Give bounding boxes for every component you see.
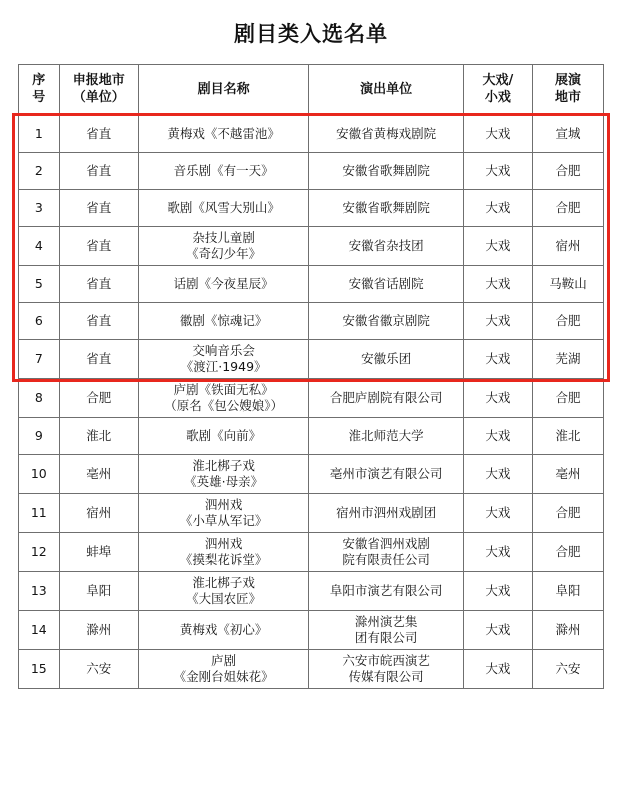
cell-performing-unit: 安徽省泗州戏剧 院有限责任公司: [309, 533, 463, 572]
cell-performing-unit: 安徽省歌舞剧院: [309, 190, 463, 227]
cell-city: 滁州: [59, 611, 138, 650]
cell-city: 合肥: [59, 379, 138, 418]
cell-no: 5: [19, 266, 60, 303]
cell-city: 宿州: [59, 494, 138, 533]
table-row: [19, 650, 604, 689]
cell-program-name: 歌剧《向前》: [138, 418, 309, 455]
cell-performing-unit: 阜阳市演艺有限公司: [309, 572, 463, 611]
table-row: [19, 379, 604, 418]
cell-scale-type: 大戏: [463, 379, 532, 418]
cell-performing-unit: 安徽省歌舞剧院: [309, 153, 463, 190]
cell-no: 6: [19, 303, 60, 340]
cell-performing-unit: 滁州演艺集 团有限公司: [309, 611, 463, 650]
cell-show-city: 宿州: [532, 227, 603, 266]
column-header-name: 剧目名称: [138, 65, 309, 116]
cell-show-city: 淮北: [532, 418, 603, 455]
cell-show-city: 合肥: [532, 533, 603, 572]
cell-no: 15: [19, 650, 60, 689]
cell-scale-type: 大戏: [463, 266, 532, 303]
cell-no: 4: [19, 227, 60, 266]
cell-program-name: 庐剧 《金刚台姐妹花》: [138, 650, 309, 689]
cell-program-name: 淮北梆子戏 《英雄·母亲》: [138, 455, 309, 494]
cell-no: 10: [19, 455, 60, 494]
cell-program-name: 黄梅戏《不越雷池》: [138, 116, 309, 153]
cell-scale-type: 大戏: [463, 533, 532, 572]
column-header-show: [532, 65, 603, 116]
cell-show-city: 六安: [532, 650, 603, 689]
cell-scale-type: 大戏: [463, 340, 532, 379]
cell-scale-type: 大戏: [463, 116, 532, 153]
cell-performing-unit: 安徽省杂技团: [309, 227, 463, 266]
cell-no: 13: [19, 572, 60, 611]
table-row: [19, 190, 604, 227]
cell-show-city: 芜湖: [532, 340, 603, 379]
cell-performing-unit: 合肥庐剧院有限公司: [309, 379, 463, 418]
cell-city: 省直: [59, 153, 138, 190]
cell-no: 2: [19, 153, 60, 190]
cell-city: 六安: [59, 650, 138, 689]
cell-program-name: 徽剧《惊魂记》: [138, 303, 309, 340]
cell-scale-type: 大戏: [463, 303, 532, 340]
table-row: [19, 153, 604, 190]
selected-programs-table: [18, 64, 604, 689]
cell-scale-type: 大戏: [463, 455, 532, 494]
column-header-type-line2: 小戏: [484, 90, 511, 105]
cell-no: 12: [19, 533, 60, 572]
cell-no: 14: [19, 611, 60, 650]
cell-city: 省直: [59, 303, 138, 340]
cell-scale-type: 大戏: [463, 153, 532, 190]
column-header-show-line1: 展演: [554, 73, 581, 89]
column-header-type: [463, 65, 532, 116]
column-header-unit: 演出单位: [309, 65, 463, 116]
cell-program-name: 杂技儿童剧 《奇幻少年》: [138, 227, 309, 266]
cell-no: 1: [19, 116, 60, 153]
cell-city: 省直: [59, 266, 138, 303]
table-row: [19, 116, 604, 153]
cell-scale-type: 大戏: [463, 650, 532, 689]
cell-program-name: 交响音乐会 《渡江·1949》: [138, 340, 309, 379]
cell-city: 淮北: [59, 418, 138, 455]
cell-city: 省直: [59, 340, 138, 379]
cell-show-city: 合肥: [532, 190, 603, 227]
table-row: [19, 455, 604, 494]
cell-program-name: 泗州戏 《小草从军记》: [138, 494, 309, 533]
cell-program-name: 黄梅戏《初心》: [138, 611, 309, 650]
cell-scale-type: 大戏: [463, 611, 532, 650]
column-header-no-line1: 序: [32, 73, 46, 89]
cell-program-name: 庐剧《铁面无私》 （原名《包公嫂娘》）: [138, 379, 309, 418]
cell-city: 阜阳: [59, 572, 138, 611]
table-row: [19, 418, 604, 455]
cell-show-city: 合肥: [532, 494, 603, 533]
cell-show-city: 马鞍山: [532, 266, 603, 303]
cell-scale-type: 大戏: [463, 227, 532, 266]
column-header-no-line2: 号: [32, 90, 46, 105]
table-row: [19, 494, 604, 533]
column-header-no: [19, 65, 60, 116]
table-row: [19, 303, 604, 340]
table-row: [19, 340, 604, 379]
cell-program-name: 音乐剧《有一天》: [138, 153, 309, 190]
cell-scale-type: 大戏: [463, 572, 532, 611]
column-header-city-line2: （单位）: [72, 90, 125, 105]
cell-no: 11: [19, 494, 60, 533]
cell-show-city: 亳州: [532, 455, 603, 494]
table-row: [19, 227, 604, 266]
cell-city: 亳州: [59, 455, 138, 494]
cell-city: 蚌埠: [59, 533, 138, 572]
cell-program-name: 话剧《今夜星辰》: [138, 266, 309, 303]
cell-performing-unit: 安徽乐团: [309, 340, 463, 379]
table-body: [19, 116, 604, 689]
cell-performing-unit: 六安市皖西演艺 传媒有限公司: [309, 650, 463, 689]
cell-performing-unit: 亳州市演艺有限公司: [309, 455, 463, 494]
page-title: 剧目类入选名单: [234, 22, 388, 46]
cell-scale-type: 大戏: [463, 190, 532, 227]
cell-program-name: 泗州戏 《摸梨花诉堂》: [138, 533, 309, 572]
cell-show-city: 阜阳: [532, 572, 603, 611]
table-header-row: [19, 65, 604, 116]
cell-city: 省直: [59, 190, 138, 227]
column-header-show-line2: 地市: [554, 90, 581, 105]
cell-scale-type: 大戏: [463, 418, 532, 455]
cell-city: 省直: [59, 116, 138, 153]
table-header: [19, 65, 604, 116]
cell-no: 9: [19, 418, 60, 455]
cell-show-city: 合肥: [532, 379, 603, 418]
table-row: [19, 572, 604, 611]
cell-program-name: 歌剧《风雪大别山》: [138, 190, 309, 227]
cell-performing-unit: 安徽省徽京剧院: [309, 303, 463, 340]
cell-show-city: 宣城: [532, 116, 603, 153]
cell-program-name: 淮北梆子戏 《大国农匠》: [138, 572, 309, 611]
cell-no: 7: [19, 340, 60, 379]
cell-show-city: 合肥: [532, 303, 603, 340]
column-header-city-line1: 申报地市: [72, 73, 125, 89]
cell-no: 8: [19, 379, 60, 418]
cell-performing-unit: 安徽省黄梅戏剧院: [309, 116, 463, 153]
table-row: [19, 266, 604, 303]
cell-city: 省直: [59, 227, 138, 266]
column-header-type-line1: 大戏/: [482, 73, 514, 89]
table-row: [19, 611, 604, 650]
cell-performing-unit: 宿州市泗州戏剧团: [309, 494, 463, 533]
cell-show-city: 合肥: [532, 153, 603, 190]
table-row: [19, 533, 604, 572]
column-header-city: [59, 65, 138, 116]
table-container: [18, 64, 604, 689]
document-page: [0, 18, 622, 785]
cell-performing-unit: 安徽省话剧院: [309, 266, 463, 303]
cell-performing-unit: 淮北师范大学: [309, 418, 463, 455]
cell-scale-type: 大戏: [463, 494, 532, 533]
cell-no: 3: [19, 190, 60, 227]
cell-show-city: 滁州: [532, 611, 603, 650]
